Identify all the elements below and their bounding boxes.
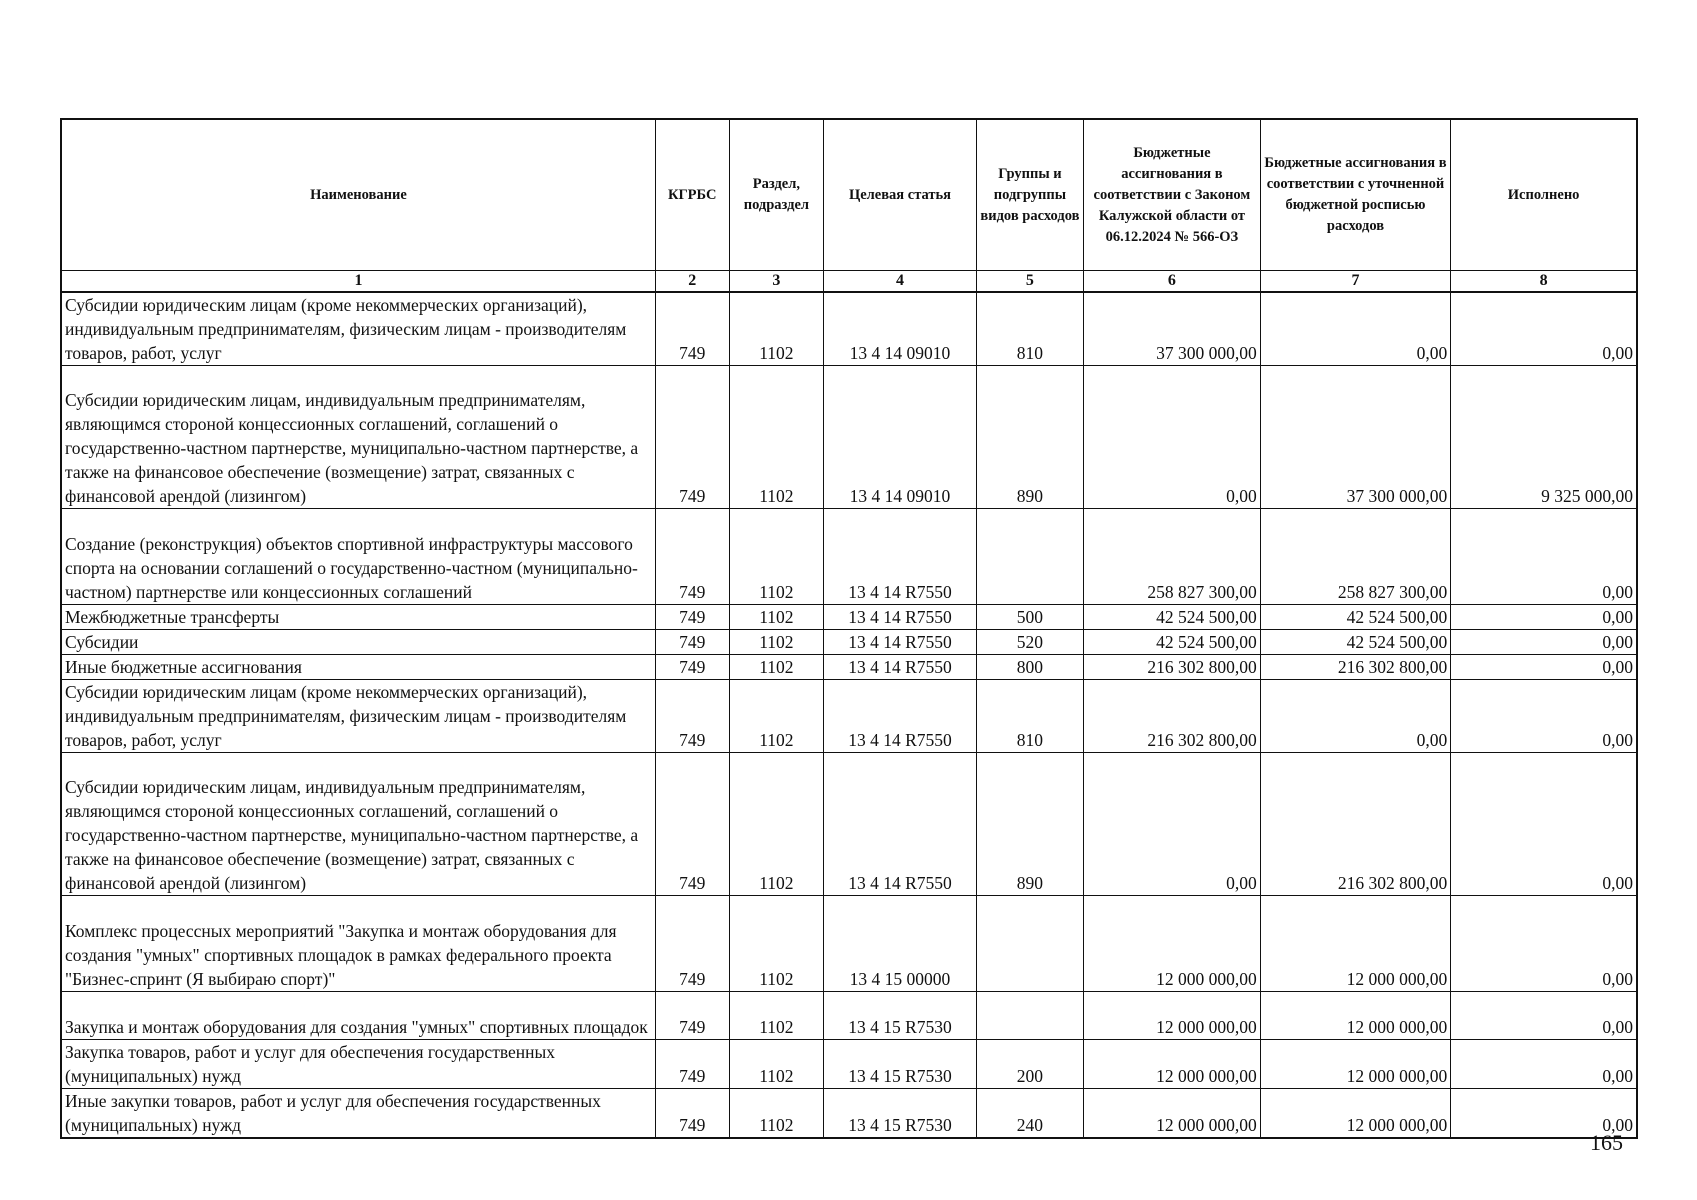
row-executed-amount: 0,00 bbox=[1451, 753, 1637, 896]
row-refined-amount: 12 000 000,00 bbox=[1260, 1040, 1450, 1089]
row-section: 1102 bbox=[729, 1040, 824, 1089]
header-refined: Бюджетные ассигнования в соответствии с уточненной бюджетной росписью расходов bbox=[1260, 119, 1450, 271]
row-name: Межбюджетные трансферты bbox=[61, 605, 655, 630]
column-number: 4 bbox=[824, 271, 977, 293]
row-name: Иные закупки товаров, работ и услуг для обеспечения государственных (муниципальных) нужд bbox=[61, 1089, 655, 1139]
row-law-amount: 37 300 000,00 bbox=[1084, 292, 1261, 366]
row-law-amount: 0,00 bbox=[1084, 366, 1261, 509]
row-refined-amount: 42 524 500,00 bbox=[1260, 605, 1450, 630]
row-section: 1102 bbox=[729, 680, 824, 753]
row-executed-amount: 0,00 bbox=[1451, 896, 1637, 992]
header-section: Раздел, подраздел bbox=[729, 119, 824, 271]
row-section: 1102 bbox=[729, 655, 824, 680]
row-kgrbs: 749 bbox=[655, 630, 729, 655]
table-row bbox=[61, 992, 1637, 1040]
row-section: 1102 bbox=[729, 896, 824, 992]
row-executed-amount: 0,00 bbox=[1451, 655, 1637, 680]
row-target: 13 4 14 R7550 bbox=[824, 605, 977, 630]
row-target: 13 4 14 R7550 bbox=[824, 630, 977, 655]
row-refined-amount: 12 000 000,00 bbox=[1260, 992, 1450, 1040]
row-refined-amount: 216 302 800,00 bbox=[1260, 753, 1450, 896]
row-name: Субсидии юридическим лицам, индивидуальным предпринимателям, являющимся стороной концессионных соглашений, соглашений о государственно-частном партнерстве, муниципально-частном партнерстве, а также на финансовое обеспечение (возмещение) затрат, связанных с финансовой арендой (лизингом) bbox=[61, 753, 655, 896]
row-target: 13 4 15 R7530 bbox=[824, 1089, 977, 1139]
row-target: 13 4 15 R7530 bbox=[824, 992, 977, 1040]
row-target: 13 4 14 R7550 bbox=[824, 509, 977, 605]
column-number: 5 bbox=[976, 271, 1083, 293]
row-section: 1102 bbox=[729, 605, 824, 630]
row-executed-amount: 0,00 bbox=[1451, 1040, 1637, 1089]
row-law-amount: 216 302 800,00 bbox=[1084, 655, 1261, 680]
header-law: Бюджетные ассигнования в соответствии с Законом Калужской области от 06.12.2024 № 566-ОЗ bbox=[1084, 119, 1261, 271]
row-law-amount: 0,00 bbox=[1084, 753, 1261, 896]
row-target: 13 4 14 09010 bbox=[824, 292, 977, 366]
row-kgrbs: 749 bbox=[655, 896, 729, 992]
row-law-amount: 12 000 000,00 bbox=[1084, 992, 1261, 1040]
row-kgrbs: 749 bbox=[655, 655, 729, 680]
row-group: 800 bbox=[976, 655, 1083, 680]
row-group: 890 bbox=[976, 366, 1083, 509]
row-kgrbs: 749 bbox=[655, 509, 729, 605]
header-executed: Исполнено bbox=[1451, 119, 1637, 271]
row-refined-amount: 258 827 300,00 bbox=[1260, 509, 1450, 605]
row-refined-amount: 37 300 000,00 bbox=[1260, 366, 1450, 509]
row-kgrbs: 749 bbox=[655, 605, 729, 630]
row-law-amount: 216 302 800,00 bbox=[1084, 680, 1261, 753]
row-executed-amount: 0,00 bbox=[1451, 1089, 1637, 1139]
table-row bbox=[61, 366, 1637, 509]
row-group: 890 bbox=[976, 753, 1083, 896]
row-name: Комплекс процессных мероприятий "Закупка и монтаж оборудования для создания "умных" спортивных площадок в рамках федерального проекта "Бизнес-спринт (Я выбираю спорт)" bbox=[61, 896, 655, 992]
row-section: 1102 bbox=[729, 1089, 824, 1139]
column-number: 2 bbox=[655, 271, 729, 293]
table-row bbox=[61, 292, 1637, 366]
header-group: Группы и подгруппы видов расходов bbox=[976, 119, 1083, 271]
row-refined-amount: 42 524 500,00 bbox=[1260, 630, 1450, 655]
column-number: 1 bbox=[61, 271, 655, 293]
row-group: 240 bbox=[976, 1089, 1083, 1139]
row-section: 1102 bbox=[729, 630, 824, 655]
row-kgrbs: 749 bbox=[655, 680, 729, 753]
table-row bbox=[61, 630, 1637, 655]
row-name: Субсидии юридическим лицам, индивидуальным предпринимателям, являющимся стороной концессионных соглашений, соглашений о государственно-частном партнерстве, муниципально-частном партнерстве, а также на финансовое обеспечение (возмещение) затрат, связанных с финансовой арендой (лизингом) bbox=[61, 366, 655, 509]
row-group bbox=[976, 509, 1083, 605]
row-name: Субсидии юридическим лицам (кроме некоммерческих организаций), индивидуальным предпринимателям, физическим лицам - производителям товаров, работ, услуг bbox=[61, 680, 655, 753]
row-target: 13 4 15 R7530 bbox=[824, 1040, 977, 1089]
row-section: 1102 bbox=[729, 292, 824, 366]
column-number: 7 bbox=[1260, 271, 1450, 293]
row-refined-amount: 0,00 bbox=[1260, 680, 1450, 753]
row-law-amount: 12 000 000,00 bbox=[1084, 1040, 1261, 1089]
row-refined-amount: 12 000 000,00 bbox=[1260, 1089, 1450, 1139]
row-kgrbs: 749 bbox=[655, 1089, 729, 1139]
row-law-amount: 42 524 500,00 bbox=[1084, 630, 1261, 655]
row-refined-amount: 216 302 800,00 bbox=[1260, 655, 1450, 680]
header-kgrbs: КГРБС bbox=[655, 119, 729, 271]
page-number: 165 bbox=[1590, 1130, 1623, 1155]
row-section: 1102 bbox=[729, 509, 824, 605]
header-row bbox=[61, 119, 1637, 271]
row-refined-amount: 12 000 000,00 bbox=[1260, 896, 1450, 992]
row-section: 1102 bbox=[729, 992, 824, 1040]
row-kgrbs: 749 bbox=[655, 292, 729, 366]
row-group: 810 bbox=[976, 680, 1083, 753]
column-number: 3 bbox=[729, 271, 824, 293]
row-law-amount: 12 000 000,00 bbox=[1084, 1089, 1261, 1139]
row-name: Субсидии bbox=[61, 630, 655, 655]
table-row bbox=[61, 680, 1637, 753]
table-row bbox=[61, 655, 1637, 680]
row-group: 520 bbox=[976, 630, 1083, 655]
budget-table bbox=[60, 118, 1638, 1139]
row-group bbox=[976, 896, 1083, 992]
row-target: 13 4 14 R7550 bbox=[824, 680, 977, 753]
row-law-amount: 258 827 300,00 bbox=[1084, 509, 1261, 605]
header-name: Наименование bbox=[61, 119, 655, 271]
table-row bbox=[61, 896, 1637, 992]
row-executed-amount: 0,00 bbox=[1451, 630, 1637, 655]
table-row bbox=[61, 605, 1637, 630]
table-row bbox=[61, 1040, 1637, 1089]
column-number: 8 bbox=[1451, 271, 1637, 293]
row-group bbox=[976, 992, 1083, 1040]
row-target: 13 4 14 09010 bbox=[824, 366, 977, 509]
row-law-amount: 12 000 000,00 bbox=[1084, 896, 1261, 992]
table-row bbox=[61, 1089, 1637, 1139]
row-executed-amount: 0,00 bbox=[1451, 292, 1637, 366]
row-name: Создание (реконструкция) объектов спортивной инфраструктуры массового спорта на основании соглашений о государственно-частном (муниципально-частном) партнерстве или концессионных соглашений bbox=[61, 509, 655, 605]
table-row bbox=[61, 753, 1637, 896]
row-name: Иные бюджетные ассигнования bbox=[61, 655, 655, 680]
row-group: 500 bbox=[976, 605, 1083, 630]
row-executed-amount: 0,00 bbox=[1451, 680, 1637, 753]
row-section: 1102 bbox=[729, 366, 824, 509]
row-executed-amount: 0,00 bbox=[1451, 605, 1637, 630]
row-target: 13 4 14 R7550 bbox=[824, 753, 977, 896]
row-kgrbs: 749 bbox=[655, 1040, 729, 1089]
row-executed-amount: 0,00 bbox=[1451, 992, 1637, 1040]
row-target: 13 4 15 00000 bbox=[824, 896, 977, 992]
row-target: 13 4 14 R7550 bbox=[824, 655, 977, 680]
row-name: Субсидии юридическим лицам (кроме некоммерческих организаций), индивидуальным предпринимателям, физическим лицам - производителям товаров, работ, услуг bbox=[61, 292, 655, 366]
row-kgrbs: 749 bbox=[655, 992, 729, 1040]
row-executed-amount: 9 325 000,00 bbox=[1451, 366, 1637, 509]
row-section: 1102 bbox=[729, 753, 824, 896]
table-row bbox=[61, 509, 1637, 605]
header-target: Целевая статья bbox=[824, 119, 977, 271]
row-executed-amount: 0,00 bbox=[1451, 509, 1637, 605]
row-group: 810 bbox=[976, 292, 1083, 366]
row-name: Закупка и монтаж оборудования для создания "умных" спортивных площадок bbox=[61, 992, 655, 1040]
row-group: 200 bbox=[976, 1040, 1083, 1089]
column-number: 6 bbox=[1084, 271, 1261, 293]
row-refined-amount: 0,00 bbox=[1260, 292, 1450, 366]
row-law-amount: 42 524 500,00 bbox=[1084, 605, 1261, 630]
row-kgrbs: 749 bbox=[655, 753, 729, 896]
row-kgrbs: 749 bbox=[655, 366, 729, 509]
row-name: Закупка товаров, работ и услуг для обеспечения государственных (муниципальных) нужд bbox=[61, 1040, 655, 1089]
column-number-row bbox=[61, 271, 1637, 293]
